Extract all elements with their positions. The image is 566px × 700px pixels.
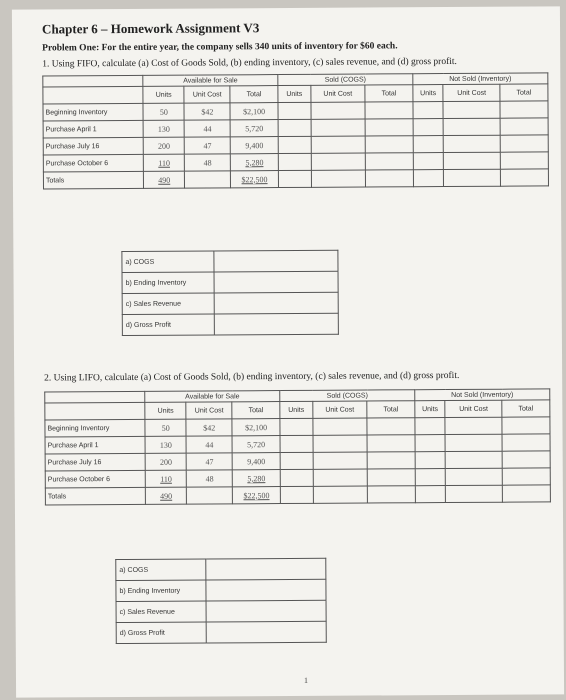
answer-label: d) Gross Profit <box>122 314 214 336</box>
answer-label: d) Gross Profit <box>116 622 206 644</box>
row-label: Purchase April 1 <box>43 120 143 138</box>
inv-cost-cell[interactable] <box>443 101 500 118</box>
inv-total-cell[interactable] <box>500 152 548 169</box>
fifo-table <box>42 72 549 189</box>
sold-units-cell[interactable] <box>280 469 313 486</box>
unit-cost-cell <box>185 171 231 188</box>
sold-cost-cell[interactable] <box>313 435 368 452</box>
group-available: Available for Sale <box>143 75 278 87</box>
unit-cost-cell: 44 <box>185 120 231 137</box>
sold-cost-cell[interactable] <box>313 452 368 469</box>
total-cell: $22,500 <box>232 487 280 504</box>
inv-total-cell[interactable] <box>500 118 548 135</box>
unit-cost-cell: 44 <box>186 436 232 453</box>
sold-units-cell[interactable] <box>278 170 311 187</box>
total-cell: $2,100 <box>230 103 278 120</box>
sold-cost-cell[interactable] <box>311 102 366 119</box>
sold-cost-cell[interactable] <box>311 153 366 170</box>
group-not-sold: Not Sold (Inventory) <box>413 73 548 85</box>
inv-cost-cell[interactable] <box>445 417 502 434</box>
units-cell: 130 <box>145 436 186 453</box>
inv-total-cell[interactable] <box>502 434 550 451</box>
total-cell: 9,400 <box>232 453 280 470</box>
sold-total-cell[interactable] <box>365 170 413 187</box>
unit-cost-cell <box>187 487 233 504</box>
inv-total-cell[interactable] <box>500 101 548 118</box>
sold-cost-cell[interactable] <box>313 418 368 435</box>
answer-label: a) COGS <box>122 251 214 273</box>
unit-cost-cell: 48 <box>185 154 231 171</box>
inv-units-cell[interactable] <box>415 469 446 486</box>
units-cell: 110 <box>143 154 184 171</box>
col-total: Total <box>230 86 278 103</box>
sold-total-cell[interactable] <box>365 119 413 136</box>
sold-cost-cell[interactable] <box>313 486 368 503</box>
row-label: Purchase July 16 <box>45 453 145 471</box>
worksheet-page <box>12 6 564 697</box>
sold-cost-cell[interactable] <box>311 136 366 153</box>
label-header-cell <box>43 86 143 104</box>
inv-units-cell[interactable] <box>415 452 446 469</box>
inv-units-cell[interactable] <box>415 486 446 503</box>
sold-units-cell[interactable] <box>278 153 311 170</box>
sold-total-cell[interactable] <box>367 452 415 469</box>
label-header-cell <box>45 402 145 420</box>
sold-units-cell[interactable] <box>280 435 313 452</box>
col-unit-cost: Unit Cost <box>443 84 500 101</box>
sold-total-cell[interactable] <box>365 153 413 170</box>
group-sold: Sold (COGS) <box>278 74 413 86</box>
answer-label: a) COGS <box>116 559 206 581</box>
col-unit-cost: Unit Cost <box>184 86 230 103</box>
answer-ending-inventory-field[interactable] <box>206 579 326 601</box>
answer-label: c) Sales Revenue <box>116 601 206 623</box>
inv-cost-cell[interactable] <box>446 485 503 502</box>
total-cell: 5,720 <box>230 120 278 137</box>
answer-label: c) Sales Revenue <box>122 293 214 315</box>
inv-cost-cell[interactable] <box>444 152 501 169</box>
col-units: Units <box>143 86 184 103</box>
inv-total-cell[interactable] <box>502 485 550 502</box>
sold-units-cell[interactable] <box>278 136 311 153</box>
unit-cost-cell: $42 <box>184 103 230 120</box>
col-units: Units <box>280 401 313 418</box>
corner-cell <box>45 391 145 403</box>
units-cell: 50 <box>145 419 186 436</box>
col-unit-cost: Unit Cost <box>186 402 232 419</box>
inv-total-cell[interactable] <box>502 451 550 468</box>
group-not-sold: Not Sold (Inventory) <box>415 389 550 401</box>
inv-cost-cell[interactable] <box>445 434 502 451</box>
total-cell: $22,500 <box>231 171 279 188</box>
sold-cost-cell[interactable] <box>313 469 368 486</box>
col-total: Total <box>365 85 413 102</box>
units-cell: 490 <box>145 487 186 504</box>
inv-units-cell[interactable] <box>413 102 444 119</box>
unit-cost-cell: 48 <box>187 470 233 487</box>
fifo-answers <box>121 250 339 336</box>
col-unit-cost: Unit Cost <box>311 85 366 102</box>
sold-units-cell[interactable] <box>278 102 311 119</box>
group-available: Available for Sale <box>145 391 280 403</box>
sold-units-cell[interactable] <box>280 418 313 435</box>
inv-cost-cell[interactable] <box>444 118 501 135</box>
answer-sales-revenue-field[interactable] <box>206 600 326 622</box>
row-label: Purchase July 16 <box>43 137 143 155</box>
unit-cost-cell: 47 <box>187 453 233 470</box>
col-unit-cost: Unit Cost <box>312 401 367 418</box>
units-cell: 50 <box>143 103 184 120</box>
sold-units-cell[interactable] <box>280 452 313 469</box>
sold-units-cell[interactable] <box>280 486 313 503</box>
corner-cell <box>43 75 143 87</box>
answer-cogs-field[interactable] <box>206 558 326 580</box>
answer-sales-revenue-field[interactable] <box>214 292 338 314</box>
unit-cost-cell: $42 <box>186 419 232 436</box>
col-units: Units <box>145 402 186 419</box>
units-cell: 130 <box>143 120 184 137</box>
col-unit-cost: Unit Cost <box>445 400 502 417</box>
lifo-answers <box>115 558 327 644</box>
answer-ending-inventory-field[interactable] <box>214 271 338 293</box>
total-cell: 5,280 <box>232 470 280 487</box>
total-cell: 5,720 <box>232 436 280 453</box>
total-cell: 9,400 <box>230 137 278 154</box>
inv-total-cell[interactable] <box>500 135 548 152</box>
inv-total-cell[interactable] <box>502 468 550 485</box>
inv-cost-cell[interactable] <box>444 135 501 152</box>
row-label: Purchase April 1 <box>45 436 145 454</box>
row-label: Beginning Inventory <box>45 419 145 437</box>
table-row <box>43 169 548 189</box>
sold-total-cell[interactable] <box>365 102 413 119</box>
col-units: Units <box>415 401 446 418</box>
sold-cost-cell[interactable] <box>311 119 366 136</box>
units-cell: 200 <box>143 137 184 154</box>
answer-cogs-field[interactable] <box>214 250 338 272</box>
inv-cost-cell[interactable] <box>446 451 503 468</box>
total-cell: 5,280 <box>230 154 278 171</box>
answer-label: b) Ending Inventory <box>122 272 214 294</box>
row-label: Totals <box>45 487 145 505</box>
sold-total-cell[interactable] <box>367 486 415 503</box>
sold-total-cell[interactable] <box>367 418 415 435</box>
question-1-fifo: 1. Using FIFO, calculate (a) Cost of Goods Sold, (b) ending inventory, (c) sales revenue, and (d) gross profit. <box>42 56 457 70</box>
inv-units-cell[interactable] <box>413 153 444 170</box>
unit-cost-cell: 47 <box>185 137 231 154</box>
inv-units-cell[interactable] <box>415 418 446 435</box>
inv-cost-cell[interactable] <box>444 169 501 186</box>
row-label: Beginning Inventory <box>43 103 143 121</box>
problem-statement: Problem One: For the entire year, the company sells 340 units of inventory for $60 each. <box>42 41 398 54</box>
sold-cost-cell[interactable] <box>311 170 366 187</box>
table-row <box>45 485 550 505</box>
row-label: Purchase October 6 <box>45 470 145 488</box>
row-label: Purchase October 6 <box>43 154 143 172</box>
group-sold: Sold (COGS) <box>280 390 415 402</box>
inv-cost-cell[interactable] <box>446 468 503 485</box>
units-cell: 200 <box>145 453 186 470</box>
lifo-table <box>44 388 551 505</box>
sold-total-cell[interactable] <box>367 435 415 452</box>
inv-total-cell[interactable] <box>502 417 550 434</box>
answer-label: b) Ending Inventory <box>116 580 206 602</box>
sold-total-cell[interactable] <box>365 136 413 153</box>
col-total: Total <box>502 400 550 417</box>
col-total: Total <box>232 402 280 419</box>
inv-units-cell[interactable] <box>413 136 444 153</box>
page-title: Chapter 6 – Homework Assignment V3 <box>41 20 260 37</box>
total-cell: $2,100 <box>232 419 280 436</box>
sold-total-cell[interactable] <box>367 469 415 486</box>
question-2-lifo: 2. Using LIFO, calculate (a) Cost of Goods Sold, (b) ending inventory, (c) sales revenue, and (d) gross profit. <box>44 370 460 384</box>
units-cell: 490 <box>144 171 185 188</box>
col-total: Total <box>367 401 415 418</box>
answer-gross-profit-field[interactable] <box>206 621 326 643</box>
col-units: Units <box>413 85 444 102</box>
col-total: Total <box>500 84 548 101</box>
col-units: Units <box>278 85 311 102</box>
inv-units-cell[interactable] <box>413 119 444 136</box>
answer-gross-profit-field[interactable] <box>214 313 338 335</box>
row-label: Totals <box>43 171 143 189</box>
inv-units-cell[interactable] <box>415 435 446 452</box>
inv-units-cell[interactable] <box>413 170 444 187</box>
sold-units-cell[interactable] <box>278 119 311 136</box>
page-number: 1 <box>303 675 309 685</box>
inv-total-cell[interactable] <box>500 169 548 186</box>
units-cell: 110 <box>145 470 186 487</box>
